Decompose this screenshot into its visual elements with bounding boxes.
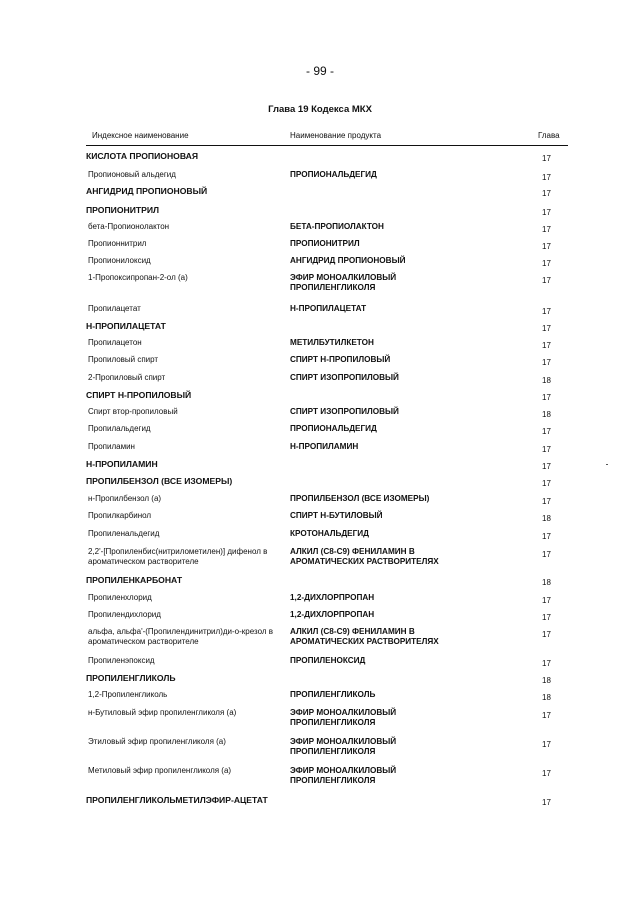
product-name-cell: ЭФИР МОНОАЛКИЛОВЫЙ ПРОПИЛЕНГЛИКОЛЯ bbox=[290, 708, 397, 727]
chapter-cell: 17 bbox=[542, 613, 551, 622]
index-name-cell: Пропиленэпоксид bbox=[88, 656, 155, 665]
product-name-cell: ПРОПИЛЕНОКСИД bbox=[290, 656, 366, 665]
header-rule bbox=[86, 145, 568, 146]
product-name-cell: МЕТИЛБУТИЛКЕТОН bbox=[290, 338, 374, 347]
chapter-cell: 17 bbox=[542, 393, 551, 402]
chapter-cell: 17 bbox=[542, 445, 551, 454]
chapter-cell: 18 bbox=[542, 514, 551, 523]
chapter-cell: 17 bbox=[542, 462, 551, 471]
table-header bbox=[86, 131, 568, 145]
index-name-cell: Н-ПРОПИЛАМИН bbox=[86, 459, 158, 469]
index-name-cell: 1-Пропоксипропан-2-ол (а) bbox=[88, 273, 188, 282]
index-name-cell: н-Пропилбензол (а) bbox=[88, 494, 162, 503]
chapter-cell: 17 bbox=[542, 630, 551, 639]
product-name-cell: АЛКИЛ (C8-C9) ФЕНИЛАМИН В АРОМАТИЧЕСКИХ РАСТВОРИТЕЛЯХ bbox=[290, 627, 439, 646]
product-name-cell: ПРОПИОНИТРИЛ bbox=[290, 239, 360, 248]
product-name-cell: Н-ПРОПИЛАМИН bbox=[290, 442, 359, 451]
index-name-cell: СПИРТ Н-ПРОПИЛОВЫЙ bbox=[86, 390, 192, 400]
chapter-cell: 17 bbox=[542, 798, 551, 807]
index-name-cell: КИСЛОТА ПРОПИОНОВАЯ bbox=[86, 151, 198, 161]
chapter-cell: 17 bbox=[542, 479, 551, 488]
product-name-cell: ЭФИР МОНОАЛКИЛОВЫЙ ПРОПИЛЕНГЛИКОЛЯ bbox=[290, 737, 397, 756]
chapter-cell: 17 bbox=[542, 497, 551, 506]
product-name-cell: ПРОПИОНАЛЬДЕГИД bbox=[290, 170, 377, 179]
product-name-cell: СПИРТ ИЗОПРОПИЛОВЫЙ bbox=[290, 407, 399, 416]
column-header-chapter: Глава bbox=[538, 131, 560, 140]
index-name-cell: АНГИДРИД ПРОПИОНОВЫЙ bbox=[86, 186, 208, 196]
product-name-cell: АНГИДРИД ПРОПИОНОВЫЙ bbox=[290, 256, 406, 265]
chapter-cell: 17 bbox=[542, 154, 551, 163]
column-header-product: Наименование продукта bbox=[290, 131, 382, 140]
index-name-cell: Спирт втор-пропиловый bbox=[88, 407, 178, 416]
chapter-cell: 18 bbox=[542, 410, 551, 419]
chapter-cell: 17 bbox=[542, 259, 551, 268]
product-name-cell: СПИРТ Н-ПРОПИЛОВЫЙ bbox=[290, 355, 391, 364]
index-name-cell: Пропионилоксид bbox=[88, 256, 151, 265]
product-name-cell: 1,2-ДИХЛОРПРОПАН bbox=[290, 593, 375, 602]
product-name-cell: КРОТОНАЛЬДЕГИД bbox=[290, 529, 369, 538]
index-name-cell: Пропиловый спирт bbox=[88, 355, 159, 364]
chapter-cell: 17 bbox=[542, 189, 551, 198]
index-name-cell: Пропионовый альдегид bbox=[88, 170, 176, 179]
chapter-cell: 17 bbox=[542, 550, 551, 559]
chapter-cell: 17 bbox=[542, 427, 551, 436]
index-name-cell: ПРОПИЛБЕНЗОЛ (ВСЕ ИЗОМЕРЫ) bbox=[86, 476, 233, 486]
index-name-cell: 1,2-Пропиленгликоль bbox=[88, 690, 168, 699]
index-name-cell: Пропиламин bbox=[88, 442, 135, 451]
chapter-cell: 17 bbox=[542, 225, 551, 234]
chapter-cell: 17 bbox=[542, 769, 551, 778]
index-name-cell: Пропиленальдегид bbox=[88, 529, 160, 538]
index-name-cell: Этиловый эфир пропиленгликоля (а) bbox=[88, 737, 226, 746]
product-name-cell: Н-ПРОПИЛАЦЕТАТ bbox=[290, 304, 367, 313]
chapter-cell: 17 bbox=[542, 740, 551, 749]
product-name-cell: БЕТА-ПРОПИОЛАКТОН bbox=[290, 222, 384, 231]
chapter-cell: 17 bbox=[542, 242, 551, 251]
product-name-cell: ПРОПИОНАЛЬДЕГИД bbox=[290, 424, 377, 433]
index-name-cell: Н-ПРОПИЛАЦЕТАТ bbox=[86, 321, 166, 331]
chapter-cell: 17 bbox=[542, 659, 551, 668]
chapter-cell: 17 bbox=[542, 208, 551, 217]
chapter-cell: 17 bbox=[542, 341, 551, 350]
index-name-cell: Метиловый эфир пропиленгликоля (а) bbox=[88, 766, 232, 775]
product-name-cell: СПИРТ Н-БУТИЛОВЫЙ bbox=[290, 511, 383, 520]
chapter-cell: 17 bbox=[542, 532, 551, 541]
product-name-cell: ПРОПИЛЕНГЛИКОЛЬ bbox=[290, 690, 376, 699]
column-header-index: Индексное наименование bbox=[92, 131, 189, 140]
index-name-cell: бета-Пропионолактон bbox=[88, 222, 170, 231]
index-name-cell: 2-Пропиловый спирт bbox=[88, 373, 166, 382]
product-name-cell: ПРОПИЛБЕНЗОЛ (ВСЕ ИЗОМЕРЫ) bbox=[290, 494, 430, 503]
index-name-cell: ПРОПИЛЕНГЛИКОЛЬ bbox=[86, 673, 176, 683]
index-name-cell: ПРОПИОНИТРИЛ bbox=[86, 205, 160, 215]
page-number: - 99 - bbox=[305, 64, 334, 78]
chapter-cell: 17 bbox=[542, 711, 551, 720]
index-name-cell: Пропилкарбинол bbox=[88, 511, 152, 520]
chapter-cell: 18 bbox=[542, 376, 551, 385]
product-name-cell: ЭФИР МОНОАЛКИЛОВЫЙ ПРОПИЛЕНГЛИКОЛЯ bbox=[290, 766, 397, 785]
chapter-cell: 17 bbox=[542, 596, 551, 605]
product-name-cell: СПИРТ ИЗОПРОПИЛОВЫЙ bbox=[290, 373, 399, 382]
index-name-cell: Пропилендихлорид bbox=[88, 610, 161, 619]
scan-mark bbox=[606, 464, 608, 465]
product-name-cell: ЭФИР МОНОАЛКИЛОВЫЙ ПРОПИЛЕНГЛИКОЛЯ bbox=[290, 273, 397, 292]
product-name-cell: 1,2-ДИХЛОРПРОПАН bbox=[290, 610, 375, 619]
product-name-cell: АЛКИЛ (C8-C9) ФЕНИЛАМИН В АРОМАТИЧЕСКИХ РАСТВОРИТЕЛЯХ bbox=[290, 547, 439, 566]
index-name-cell: ПРОПИЛЕНГЛИКОЛЬМЕТИЛЭФИР-АЦЕТАТ bbox=[86, 795, 268, 805]
index-name-cell: Пропиленхлорид bbox=[88, 593, 152, 602]
chapter-cell: 17 bbox=[542, 358, 551, 367]
index-name-cell: 2,2'-[Пропиленбис(нитрилометилен)] дифенол в ароматическом растворителе bbox=[88, 547, 268, 566]
index-name-cell: Пропилальдегид bbox=[88, 424, 151, 433]
index-name-cell: н-Бутиловый эфир пропиленгликоля (а) bbox=[88, 708, 237, 717]
index-name-cell: альфа, альфа'-(Пропилендинитрил)ди-о-крезол в ароматическом растворителе bbox=[88, 627, 273, 646]
chapter-cell: 18 bbox=[542, 676, 551, 685]
chapter-cell: 17 bbox=[542, 324, 551, 333]
chapter-cell: 18 bbox=[542, 693, 551, 702]
chapter-cell: 17 bbox=[542, 307, 551, 316]
index-name-cell: Пропионнитрил bbox=[88, 239, 147, 248]
index-name-cell: Пропилацетон bbox=[88, 338, 142, 347]
index-name-cell: ПРОПИЛЕНКАРБОНАТ bbox=[86, 575, 183, 585]
chapter-cell: 18 bbox=[542, 578, 551, 587]
chapter-cell: 17 bbox=[542, 276, 551, 285]
chapter-cell: 17 bbox=[542, 173, 551, 182]
index-name-cell: Пропилацетат bbox=[88, 304, 141, 313]
page-title: Глава 19 Кодекса МКХ bbox=[268, 104, 372, 115]
